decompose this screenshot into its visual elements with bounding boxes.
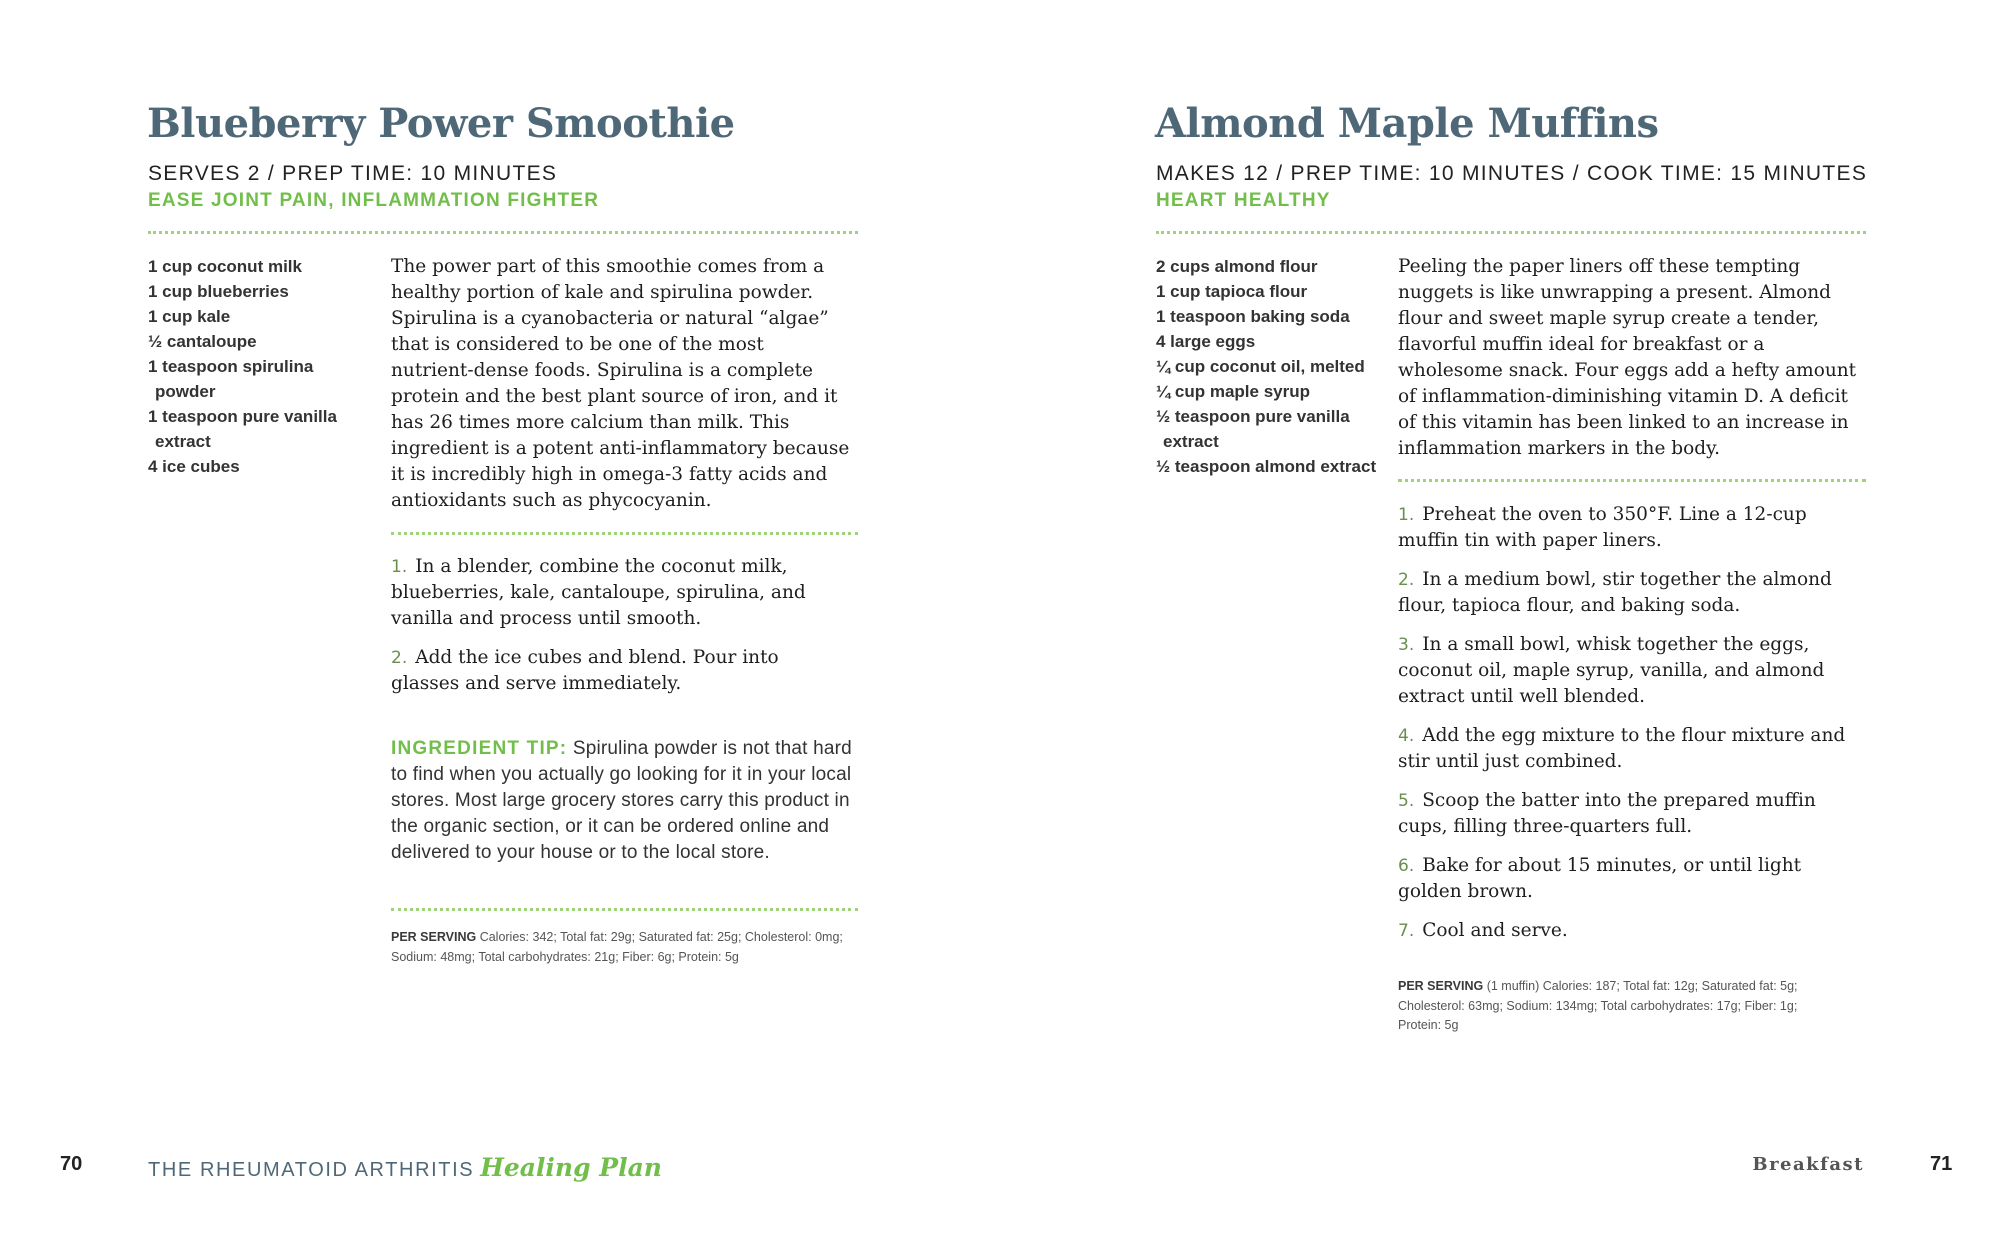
step-list — [391, 554, 851, 710]
step-number: 3. — [1398, 635, 1415, 655]
ingredient-item: 1 cup tapioca flour — [1156, 282, 1308, 301]
divider — [148, 231, 858, 234]
recipe-tags: EASE JOINT PAIN, INFLAMMATION FIGHTER — [148, 190, 600, 211]
ingredient-item: 1 teaspoon pure vanilla extract — [148, 407, 337, 451]
step-number: 1. — [391, 557, 408, 577]
ingredient-item: 1 cup coconut milk — [148, 257, 302, 276]
nutrition-info — [1398, 977, 1838, 1036]
ingredient-item: 1 cup blueberries — [148, 282, 289, 301]
ingredient-item: ¼ cup maple syrup — [1156, 382, 1310, 401]
step-number: 5. — [1398, 791, 1415, 811]
ingredient-tip — [391, 736, 861, 866]
page-number: 70 — [60, 1153, 83, 1175]
divider — [391, 532, 858, 535]
recipe-title: Almond Maple Muffins — [1155, 100, 1659, 147]
recipe-meta: SERVES 2 / PREP TIME: 10 MINUTES — [148, 162, 558, 185]
recipe-step — [1398, 567, 1863, 619]
nutrition-text: Calories: 342; Total fat: 29g; Saturated fat: 25g; Cholesterol: 0mg; Sodium: 48mg; Total carbohydrates: 21g; Fiber: 6g; Protein: 5g — [391, 930, 843, 964]
step-number: 6. — [1398, 856, 1415, 876]
recipe-intro: Peeling the paper liners off these tempting nuggets is like unwrapping a present. Almond flour and sweet maple syrup create a tender, flavorful muffin ideal for breakfast or a wholesome snack. Four eggs add a hefty amount of inflammation-diminishing vitamin D. A deficit of this vitamin has been linked to an increase in inflammation markers in the body. — [1398, 256, 1857, 459]
step-number: 1. — [1398, 505, 1415, 525]
step-number: 4. — [1398, 726, 1415, 746]
ingredient-list — [1156, 254, 1381, 479]
ingredient-list — [148, 254, 343, 479]
recipe-tags: HEART HEALTHY — [1156, 190, 1331, 211]
page-number: 71 — [1930, 1153, 1953, 1175]
ingredient-item: 2 cups almond flour — [1156, 257, 1318, 276]
ingredient-item: 1 cup kale — [148, 307, 231, 326]
recipe-step — [1398, 853, 1863, 905]
divider — [1398, 479, 1866, 482]
nutrition-label: PER SERVING — [1398, 979, 1484, 993]
step-list — [1398, 502, 1863, 957]
step-text: In a small bowl, whisk together the eggs, coconut oil, maple syrup, vanilla, and almond extract until well blended. — [1398, 634, 1825, 707]
ingredient-item: 4 large eggs — [1156, 332, 1256, 351]
recipe-step — [1398, 502, 1863, 554]
step-text: Cool and serve. — [1422, 920, 1568, 941]
recipe-step — [1398, 918, 1863, 944]
step-number: 7. — [1398, 921, 1415, 941]
ingredient-item: 1 teaspoon spirulina powder — [148, 357, 314, 401]
divider — [391, 908, 858, 911]
recipe-intro: The power part of this smoothie comes from a healthy portion of kale and spirulina powder. Spirulina is a cyanobacteria or natural “algae” that is considered to be one of the most nutrient-dense foods. Spirulina is a complete protein and the best plant source of iron, and it has 26 times more calcium than milk. This ingredient is a potent anti-inflammatory because it is incredibly high in omega-3 fatty acids and antioxidants such as phycocyanin. — [391, 256, 850, 511]
step-number: 2. — [1398, 570, 1415, 590]
recipe-step — [391, 554, 851, 632]
recipe-step — [1398, 788, 1863, 840]
book-title-text: THE RHEUMATOID ARTHRITIS — [148, 1159, 475, 1181]
step-number: 2. — [391, 648, 408, 668]
ingredient-item: ½ cantaloupe — [148, 332, 257, 351]
step-text: Bake for about 15 minutes, or until light golden brown. — [1398, 855, 1802, 902]
step-text: Preheat the oven to 350°F. Line a 12-cup muffin tin with paper liners. — [1398, 504, 1807, 551]
section-name: Breakfast — [1752, 1154, 1864, 1175]
ingredient-item: ½ teaspoon almond extract — [1156, 457, 1377, 476]
tip-text: Spirulina powder is not that hard to find when you actually go looking for it in your local stores. Most large grocery stores carry this product in the organic section, or it can be ordered online and delivered to your house or to the local store. — [391, 738, 852, 863]
recipe-meta: MAKES 12 / PREP TIME: 10 MINUTES / COOK TIME: 15 MINUTES — [1156, 162, 1868, 185]
recipe-step — [1398, 632, 1863, 710]
step-text: In a blender, combine the coconut milk, blueberries, kale, cantaloupe, spirulina, and vanilla and process until smooth. — [391, 556, 806, 629]
step-text: Add the egg mixture to the flour mixture and stir until just combined. — [1398, 725, 1846, 772]
step-text: In a medium bowl, stir together the almond flour, tapioca flour, and baking soda. — [1398, 569, 1832, 616]
ingredient-item: 1 teaspoon baking soda — [1156, 307, 1350, 326]
recipe-step — [1398, 723, 1863, 775]
ingredient-item: ¼ cup coconut oil, melted — [1156, 357, 1365, 376]
ingredient-item: ½ teaspoon pure vanilla extract — [1156, 407, 1350, 451]
nutrition-info — [391, 928, 861, 967]
book-title-script: Healing Plan — [480, 1153, 662, 1182]
tip-label: INGREDIENT TIP: — [391, 738, 568, 759]
book-title — [148, 1153, 662, 1182]
nutrition-label: PER SERVING — [391, 930, 477, 944]
step-text: Add the ice cubes and blend. Pour into glasses and serve immediately. — [391, 647, 779, 694]
ingredient-item: 4 ice cubes — [148, 457, 240, 476]
nutrition-text: (1 muffin) Calories: 187; Total fat: 12g; Saturated fat: 5g; Cholesterol: 63mg; Sodium: 134mg; Total carbohydrates: 17g; Fiber: 1g; Protein: 5g — [1398, 979, 1798, 1032]
right-page — [1000, 0, 2000, 1233]
recipe-step — [391, 645, 851, 697]
step-text: Scoop the batter into the prepared muffin cups, filling three-quarters full. — [1398, 790, 1816, 837]
recipe-title: Blueberry Power Smoothie — [147, 100, 735, 147]
divider — [1156, 231, 1866, 234]
